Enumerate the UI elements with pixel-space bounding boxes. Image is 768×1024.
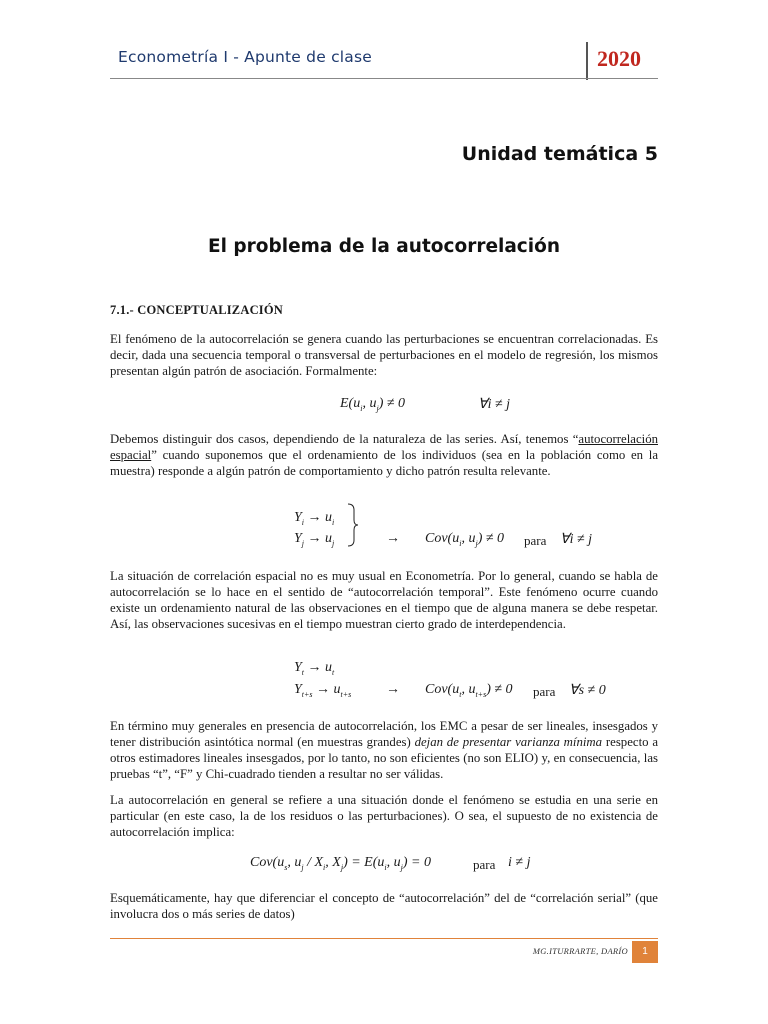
- paragraph-3: La situación de correlación espacial no es muy usual en Econometría. Por lo general, cuando se habla de autocorrelación se lo hace en el sentido de “autocorrelación temporal”. Este fenómeno ocurre cuando existe un ordenamiento natural de las observaciones en el tiempo que de alguna manera se debe respetar. Así, las observaciones sucesivas en el tiempo muestran cierto grado de interdependencia.: [110, 569, 658, 631]
- equation-1: $E(u_i$, $u_j) \ne 0$: [340, 396, 406, 413]
- paragraph-4: En término muy generales en presencia de autocorrelación, los EMC a pesar de ser lineales, insesgados y tener distribución asintótica normal (en muestras grandes) dejan de presentar varianza mínima respecto a otros estimadores lineales insesgados, por lo tanto, no son eficientes (no son ELIO) y, en consecuencia, las pruebas “t”, “F” y Chi-cuadrado tienden a resultar no ser válidas.: [110, 719, 659, 781]
- equation-4-condition: i ≠ j: [508, 855, 531, 870]
- paragraph-5: La autocorrelación en general se refiere a una situación donde el fenómeno se estudia en una serie en particular (en este caso, la de los residuos o las perturbaciones). O sea, el supuesto de no existencia de autocorrelación implica:: [110, 793, 658, 839]
- equation-3-para: para: [533, 684, 556, 699]
- equation-3-line-2: $Y_{t+s} \to u_{t+s}$: [294, 682, 352, 699]
- paragraph-2: Debemos distinguir dos casos, dependiendo de la naturaleza de las series. Así, tenemos “autocorrelación espacial” cuando suponemos que el ordenamiento de los individuos (sea en la población como en la muestra) responde a algún patrón de comportamiento y dicho patrón resulta relevante.: [110, 432, 658, 478]
- brace-icon: [346, 502, 360, 548]
- header-year: 2020: [597, 46, 641, 71]
- paragraph-6: Esquemáticamente, hay que diferenciar el concepto de “autocorrelación” del de “correlación serial” (que involucra dos o más series de datos): [110, 891, 658, 921]
- equation-2-result: $Cov(u_i$, $u_j) \ne 0$: [425, 531, 505, 548]
- header-course-title: Econometría I - Apunte de clase: [118, 48, 373, 66]
- equation-3-result: $Cov(u_t$, $u_{t+s}) \ne 0$: [425, 682, 513, 699]
- footer-rule: [110, 938, 658, 939]
- equation-3-condition: ∀s ≠ 0: [569, 683, 606, 698]
- equation-2-condition: ∀i ≠ j: [560, 532, 593, 547]
- page-number-badge: 1: [632, 941, 658, 963]
- footer-author: MG.ITURRARTE, DARÍO: [532, 946, 628, 956]
- equation-2-line-1: $Y_i \to u_i$: [294, 510, 335, 527]
- arrow-icon: →: [386, 682, 400, 697]
- equation-1-condition: ∀i ≠ j: [478, 397, 511, 412]
- equation-2-para: para: [524, 533, 547, 548]
- equation-2-line-2: $Y_j \to u_j$: [294, 531, 335, 548]
- section-title: 7.1.- CONCEPTUALIZACIÓN: [110, 303, 284, 317]
- header-divider: [586, 42, 588, 80]
- paragraph-1: El fenómeno de la autocorrelación se genera cuando las perturbaciones se encuentran correlacionadas. Es decir, dada una secuencia temporal o transversal de perturbaciones en el modelo de regresión, los mismos presentan algún patrón de asociación. Formalmente:: [110, 332, 658, 378]
- main-title: El problema de la autocorrelación: [207, 236, 560, 257]
- arrow-icon: →: [386, 531, 400, 546]
- equation-4: $Cov(u_s$, $u_j / X_i$, $X_j) = E(u_i$, $u_j) = 0$: [250, 855, 431, 872]
- equation-3-line-1: $Y_t \to u_t$: [294, 660, 335, 677]
- unit-title: Unidad temática 5: [461, 143, 658, 165]
- header-rule: [110, 78, 658, 79]
- equation-4-para: para: [473, 857, 496, 872]
